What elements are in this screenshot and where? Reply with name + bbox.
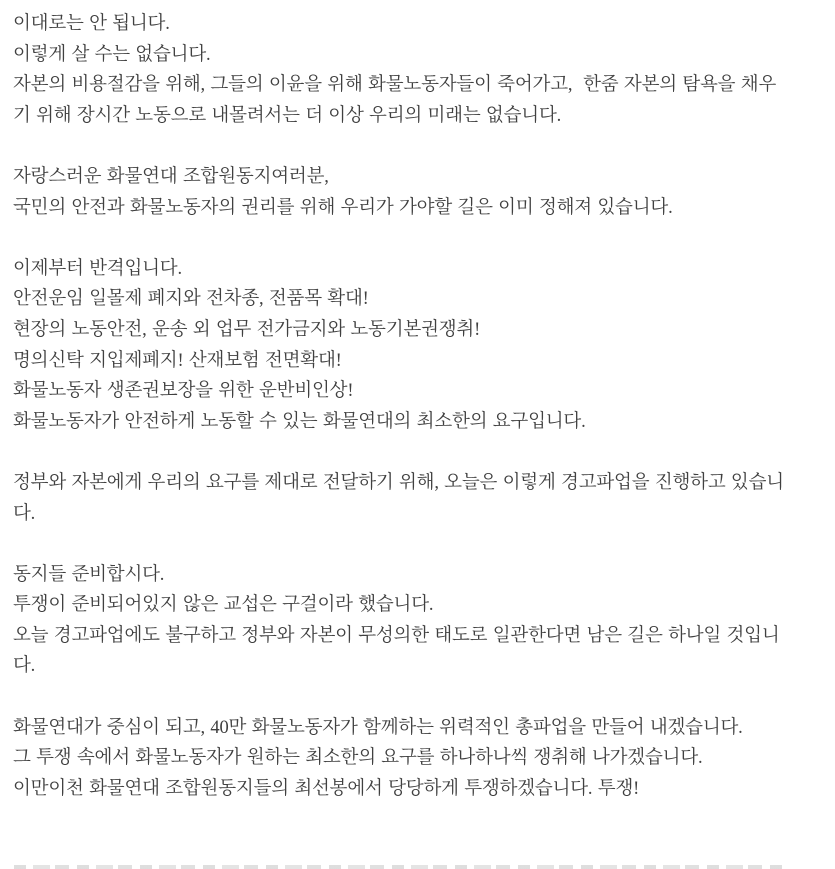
paragraph — [13, 713, 829, 805]
text-line: 화물노동자가 안전하게 노동할 수 있는 화물연대의 최소한의 요구입니다. — [13, 411, 586, 432]
text-line: 화물노동자 생존권보장을 위한 운반비인상! — [13, 381, 354, 402]
text-line: 국민의 안전과 화물노동자의 권리를 위해 우리가 가야할 길은 이미 정해져 있습니다. — [13, 197, 673, 218]
paragraph — [13, 468, 829, 529]
text-line: 이만이천 화물연대 조합원동지들의 최선봉에서 당당하게 투쟁하겠습니다. 투쟁! — [13, 778, 640, 799]
text-line: 기 위해 장시간 노동으로 내몰려서는 더 이상 우리의 미래는 없습니다. — [13, 105, 562, 126]
text-line: 화물연대가 중심이 되고, 40만 화물노동자가 함께하는 위력적인 총파업을 만들어 내겠습니다. — [13, 717, 743, 738]
text-line: 이렇게 살 수는 없습니다. — [13, 44, 211, 65]
cutoff-next-line-sliver — [14, 865, 786, 869]
paragraph — [13, 254, 829, 438]
text-line: 이제부터 반격입니다. — [13, 258, 182, 279]
text-line: 투쟁이 준비되어있지 않은 교섭은 구걸이라 했습니다. — [13, 595, 434, 616]
text-line: 현장의 노동안전, 운송 외 업무 전가금지와 노동기본권쟁취! — [13, 319, 481, 340]
text-line: 오늘 경고파업에도 불구하고 정부와 자본이 무성의한 태도로 일관한다면 남은 길은 하나일 것입니 — [13, 625, 780, 646]
text-line: 정부와 자본에게 우리의 요구를 제대로 전달하기 위해, 오늘은 이렇게 경고파업을 진행하고 있습니 — [13, 472, 784, 493]
text-line: 다. — [13, 503, 36, 524]
paragraph — [13, 560, 829, 682]
text-line: 자본의 비용절감을 위해, 그들의 이윤을 위해 화물노동자들이 죽어가고, 한줌 자본의 탐욕을 채우 — [13, 75, 777, 96]
text-line: 이대로는 안 됩니다. — [13, 14, 170, 34]
text-line: 동지들 준비합시다. — [13, 564, 165, 585]
text-line: 그 투쟁 속에서 화물노동자가 원하는 최소한의 요구를 하나하나씩 쟁취해 나가겠습니다. — [13, 748, 703, 769]
text-line: 명의신탁 지입제폐지! 산재보험 전면확대! — [13, 350, 342, 371]
paragraph — [13, 162, 829, 223]
text-line: 안전운임 일몰제 폐지와 전차종, 전품목 확대! — [13, 289, 369, 310]
text-line: 다. — [13, 656, 36, 677]
text-line: 자랑스러운 화물연대 조합원동지여러분, — [13, 166, 329, 187]
paragraph — [13, 9, 829, 131]
